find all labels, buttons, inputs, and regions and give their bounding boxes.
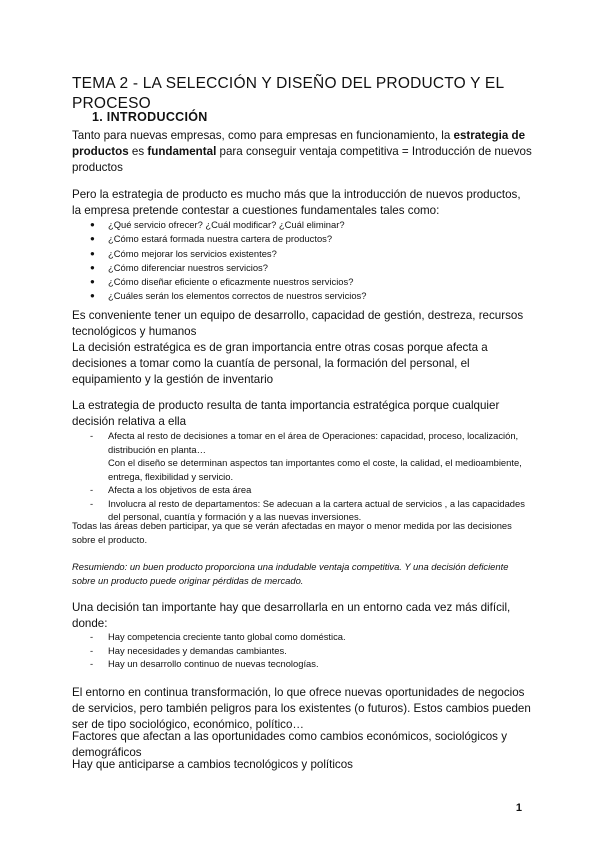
- list-item: ● ¿Cómo estará formada nuestra cartera de productos?: [90, 233, 333, 245]
- bullet-icon: ●: [90, 277, 95, 287]
- dash-icon: -: [90, 430, 94, 441]
- list-item: ● ¿Qué servicio ofrecer? ¿Cuál modificar? ¿Cuál eliminar?: [90, 219, 345, 230]
- paragraph-importance: La estrategia de producto resulta de tanta importancia estratégica porque cualquier decisión relativa a ella: [72, 399, 500, 428]
- dash-icon: -: [90, 497, 94, 509]
- list-item: - Afecta al resto de decisiones a tomar en el área de Operaciones: capacidad, proceso, localización, distribución en planta… Con el diseño se determinan aspectos tan importantes como el coste, la calidad, el medioambiente, entrega, flexibilidad y servicio.: [90, 430, 522, 482]
- effects-list: [90, 429, 528, 524]
- paragraph-strategy: Pero la estrategia de producto es mucho más que la introducción de nuevos productos, la empresa pretende contestar a cuestiones fundamentales tales como:: [72, 188, 521, 217]
- paragraph-transformation: El entorno en continua transformación, lo que ofrece nuevas oportunidades de negocios de servicios, pero también peligros para los existentes (o futuros). Estos cambios pueden ser de tipo sociológico, económico, político…: [72, 686, 531, 731]
- dash-icon: -: [90, 644, 94, 656]
- paragraph-intro: Tanto para nuevas empresas, como para empresas en funcionamiento, la estrategia de productos es fundamental para conseguir ventaja competitiva = Introducción de nuevos productos: [72, 129, 532, 174]
- paragraph-decision: La decisión estratégica es de gran importancia entre otras cosas porque afecta a decisiones a tomar como la cuantía de personal, la formación del personal, el equipamiento y la gestión de inventario: [72, 341, 488, 386]
- bullet-icon: ●: [90, 262, 95, 272]
- dash-icon: -: [90, 631, 94, 642]
- paragraph-anticipate: Hay que anticiparse a cambios tecnológicos y políticos: [72, 758, 353, 771]
- page-number: 1: [515, 802, 522, 814]
- paragraph-summary: Resumiendo: un buen producto proporciona una indudable ventaja competitiva. Y una decisión deficiente sobre un producto puede originar pérdidas de mercado.: [72, 561, 509, 586]
- paragraph-factors: Factores que afectan a las oportunidades como cambios económicos, sociológicos y demográficos: [72, 730, 507, 759]
- dash-icon: -: [90, 658, 94, 669]
- paragraph-areas: Todas las áreas deben participar, ya que se verán afectadas en mayor o menor medida por las decisiones sobre el producto.: [72, 520, 512, 545]
- bullet-icon: ●: [90, 234, 95, 244]
- questions-list: [90, 218, 508, 304]
- list-item: - Hay competencia creciente tanto global como doméstica.: [90, 631, 346, 642]
- paragraph-team: Es conveniente tener un equipo de desarrollo, capacidad de gestión, destreza, recursos tecnológicos y humanos: [72, 309, 524, 338]
- list-item: ● ¿Cómo mejorar los servicios existentes?: [90, 247, 277, 259]
- list-item: ● ¿Cuáles serán los elementos correctos de nuestros servicios?: [90, 290, 367, 302]
- list-item: - Hay un desarrollo continuo de nuevas tecnologías.: [90, 658, 319, 669]
- section-heading-introduccion: 1. INTRODUCCIÓN: [92, 110, 208, 124]
- list-item: ● ¿Cómo diseñar eficiente o eficazmente nuestros servicios?: [90, 276, 354, 288]
- bullet-icon: ●: [90, 220, 95, 229]
- list-item: - Hay necesidades y demandas cambiantes.: [90, 644, 287, 656]
- paragraph-environment: Una decisión tan importante hay que desarrollarla en un entorno cada vez más difícil, donde:: [72, 601, 511, 630]
- list-item: - Afecta a los objetivos de esta área: [90, 484, 252, 495]
- bullet-icon: ●: [90, 248, 95, 258]
- list-item: - Involucra al resto de departamentos: Se adecuan a la cartera actual de servicios , a las capacidades del personal, cuantía y formación y a las nuevas inversiones.: [90, 497, 525, 522]
- environment-list: [90, 630, 508, 671]
- document-title: TEMA 2 - LA SELECCIÓN Y DISEÑO DEL PRODUCTO Y EL PROCESO: [72, 75, 504, 112]
- bullet-icon: ●: [90, 291, 95, 301]
- list-item: ● ¿Cómo diferenciar nuestros servicios?: [90, 261, 268, 273]
- dash-icon: -: [90, 484, 94, 495]
